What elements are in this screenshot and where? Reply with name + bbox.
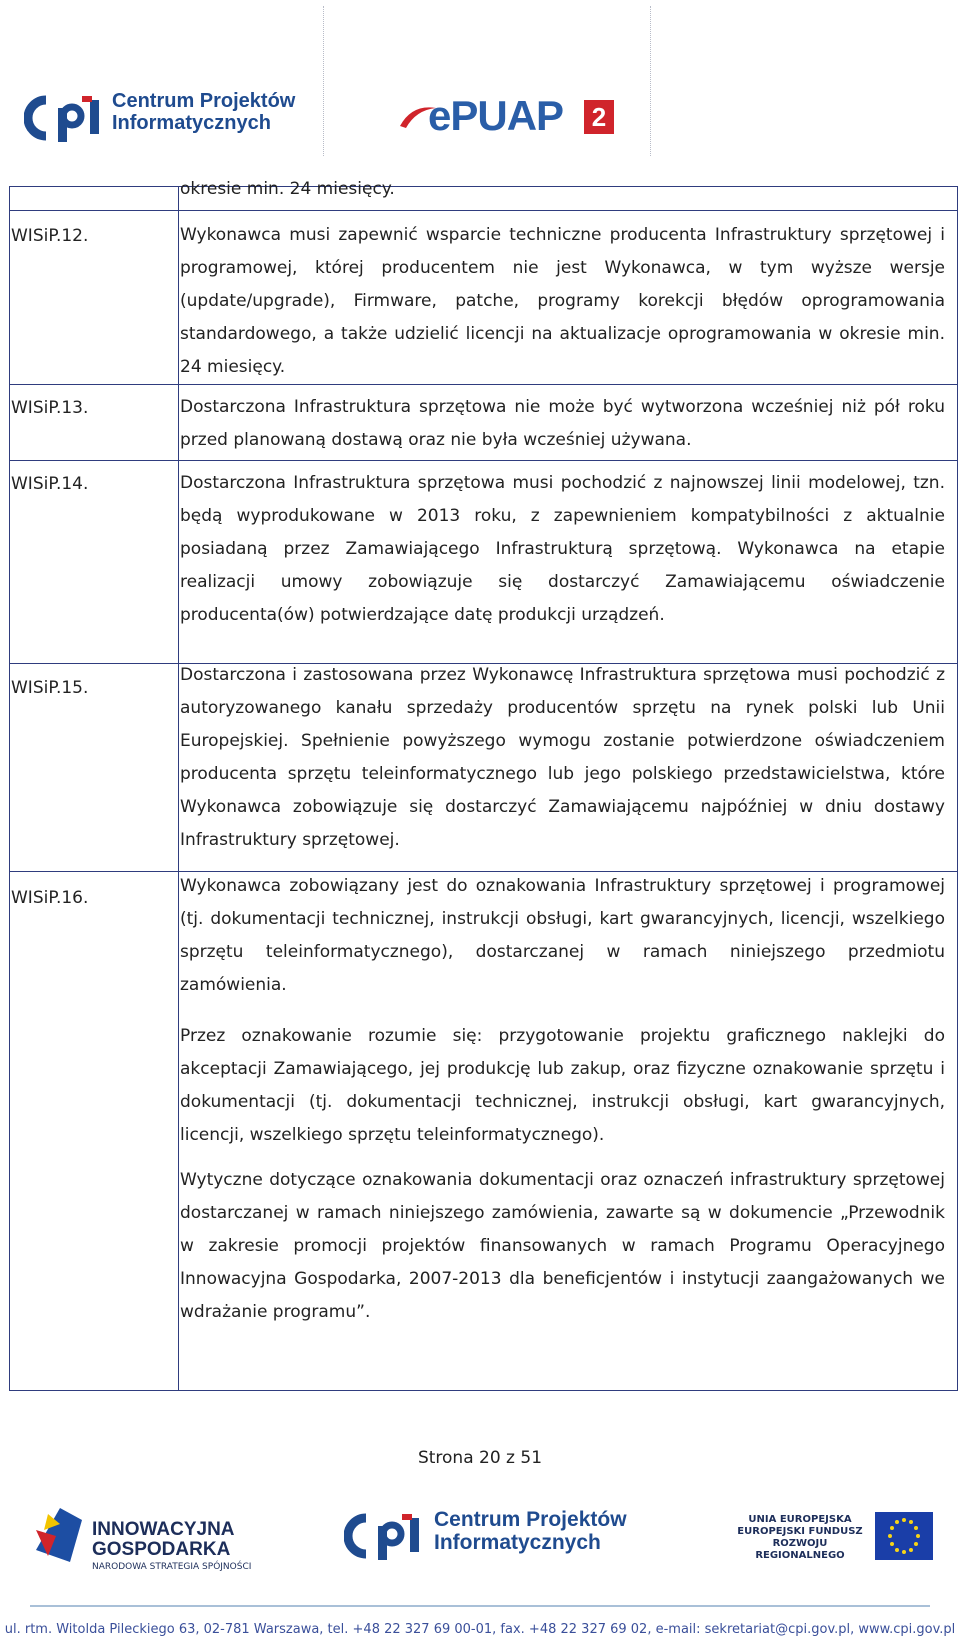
requirement-id: WISiP.14. (11, 474, 89, 494)
ig-star-icon (30, 1500, 90, 1570)
requirement-id: WISiP.15. (11, 678, 89, 698)
page-header (0, 0, 960, 165)
requirement-id: WISiP.12. (11, 226, 89, 246)
footer-address: ul. rtm. Witolda Pileckiego 63, 02-781 Warszawa, tel. +48 22 327 69 00-01, fax. +48 22 327 69 02, e-mail: sekretariat@cpi.gov.pl, www.cpi.gov.pl (4, 1622, 956, 1637)
footer-logos (0, 1500, 960, 1600)
eu-flag-icon (875, 1512, 933, 1560)
table-row-text: Dostarczona i zastosowana przez Wykonawcę Infrastruktura sprzętowa musi pochodzić z autoryzowanego kanału sprzedaży producentów sprzętu na rynek polski lub Unii Europejskiej. Spełnienie powyższego wymogu zostanie potwierdzone oświadczeniem producenta sprzętu teleinformatycznego lub jego polskiego przedstawicielstwa, które Wykonawca zobowiązuje się dostarczyć Zamawiającemu najpóźniej w dniu dostawy Infrastruktury sprzętowej. (180, 665, 945, 850)
row-divider (10, 460, 957, 461)
epuap-logo (398, 92, 618, 142)
requirement-id: WISiP.13. (11, 398, 89, 418)
epuap-version-badge: 2 (584, 100, 614, 134)
cpi-wordmark: Centrum Projektów Informatycznych (112, 90, 296, 134)
table-row-text: Dostarczona Infrastruktura sprzętowa musi pochodzić z najnowszej linii modelowej, tzn. będą wyprodukowane w 2013 roku, z zapewnieniem kompatybilności z aktualnie posiadaną przez Zamawiającego Infrastrukturą sprzętową. Wykonawca na etapie realizacji umowy zobowiązuje się dostarczyć Zamawiającemu oświadczenie producenta(ów) potwierdzające datę produkcji urządzeń. (180, 473, 945, 625)
epuap-wordmark: ePUAP (428, 92, 564, 139)
row-divider (10, 210, 957, 211)
page-number: Strona 20 z 51 (417, 1448, 543, 1468)
table-row-text: Wykonawca zobowiązany jest do oznakowania Infrastruktury sprzętowej i programowej (tj. dokumentacji technicznej, instrukcji obsługi, kart gwarancyjnych, licencji, wszelkiego sprzętu teleinformatycznego), dostarczanej w ramach niniejszego przedmiotu zamówienia. Przez oznakowanie rozumie się: przygotowanie projektu graficznego naklejki do akceptacji Zamawiającego, jej produkcję lub zakup, oraz fizyczne oznakowanie sprzętu i dokumentacji (tj. dokumentacji technicznej, instrukcji obsługi, kart gwarancyjnych, licencji, wszelkiego sprzętu teleinformatycznego). Wytyczne dotyczące oznakowania dokumentacji oraz oznaczeń infrastruktury sprzętowej dostarczanej w ramach niniejszego zamówienia, zawarte są w dokumencie „Przewodnik w zakresie promocji projektów finansowanych w ramach Programu Operacyjnego Innowacyjna Gospodarka, 2007-2013 dla beneficjentów i instytucji zaangażowanych we wdrażanie programu”. (180, 876, 945, 1322)
table-row-text: Wykonawca musi zapewnić wsparcie techniczne producenta Infrastruktury sprzętowej i programowej, której producentem nie jest Wykonawca, w tym wyższe wersje (update/upgrade), Firmware, patche, programy korekcji błędów oprogramowania standardowego, a także udzielić licencji na aktualizacje oprogramowania w okresie min. 24 miesięcy. (180, 225, 945, 377)
ig-wordmark: INNOWACYJNA GOSPODARKA (92, 1519, 235, 1560)
ig-subtitle: NARODOWA STRATEGIA SPÓJNOŚCI (92, 1562, 252, 1572)
eu-wordmark: UNIA EUROPEJSKA EUROPEJSKI FUNDUSZ ROZWOJU REGIONALNEGO (737, 1514, 863, 1561)
table-row-text: Dostarczona Infrastruktura sprzętowa nie może być wytworzona wcześniej niż pół roku przed planowaną dostawą oraz nie była wcześniej używana. (180, 397, 945, 450)
eu-logo (735, 1512, 935, 1572)
cpi-wordmark: Centrum Projektów Informatycznych (434, 1508, 627, 1554)
table-row-text: okresie min. 24 miesięcy. (180, 179, 395, 199)
column-divider (178, 187, 179, 1390)
header-divider (650, 6, 651, 156)
row-divider (10, 384, 957, 385)
requirement-id: WISiP.16. (11, 888, 89, 908)
header-divider (323, 6, 324, 156)
footer-divider (30, 1605, 930, 1607)
cpi-logo (24, 90, 294, 146)
cpi-mark-icon (344, 1512, 426, 1560)
cpi-mark-icon (24, 94, 106, 142)
cpi-logo-footer (344, 1508, 644, 1564)
innowacyjna-gospodarka-logo (30, 1500, 260, 1580)
